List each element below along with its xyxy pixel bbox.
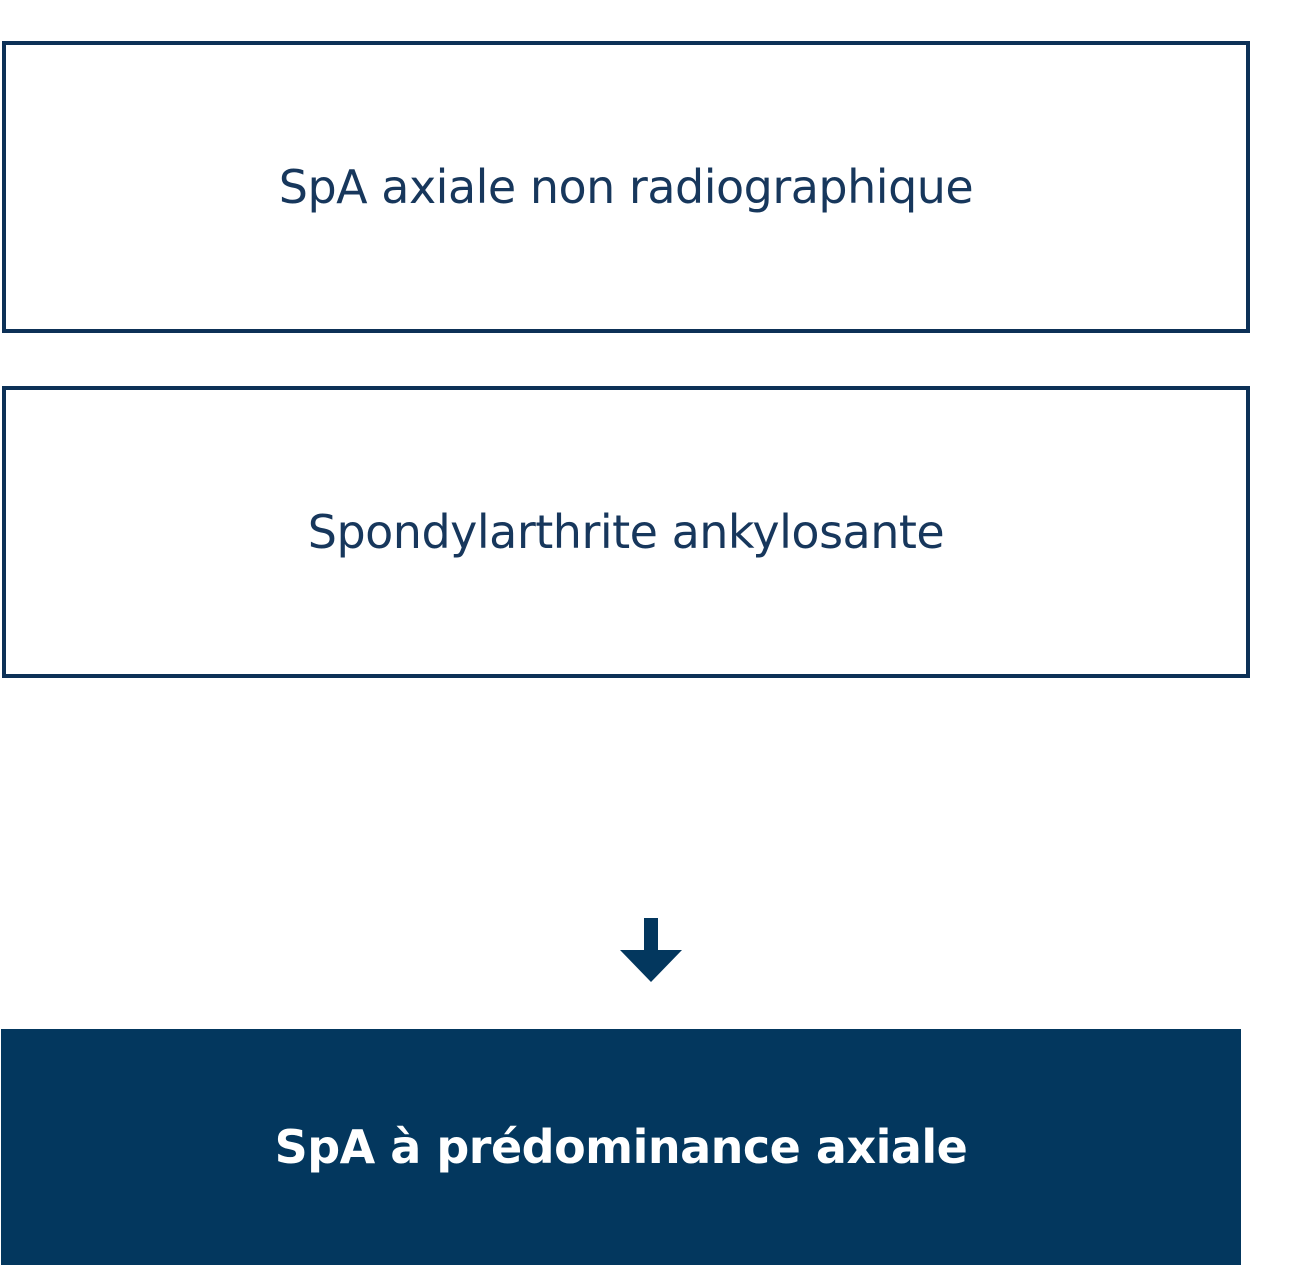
category-label-ankylosing: Spondylarthrite ankylosante [307,505,945,559]
arrow-down-icon [620,918,682,984]
category-box-ankylosing [2,386,1250,678]
result-box-axial-predominance [1,1029,1241,1265]
category-label-non-radiographic: SpA axiale non radiographique [278,160,974,214]
category-box-non-radiographic [2,41,1250,333]
result-label: SpA à prédominance axiale [274,1120,968,1174]
